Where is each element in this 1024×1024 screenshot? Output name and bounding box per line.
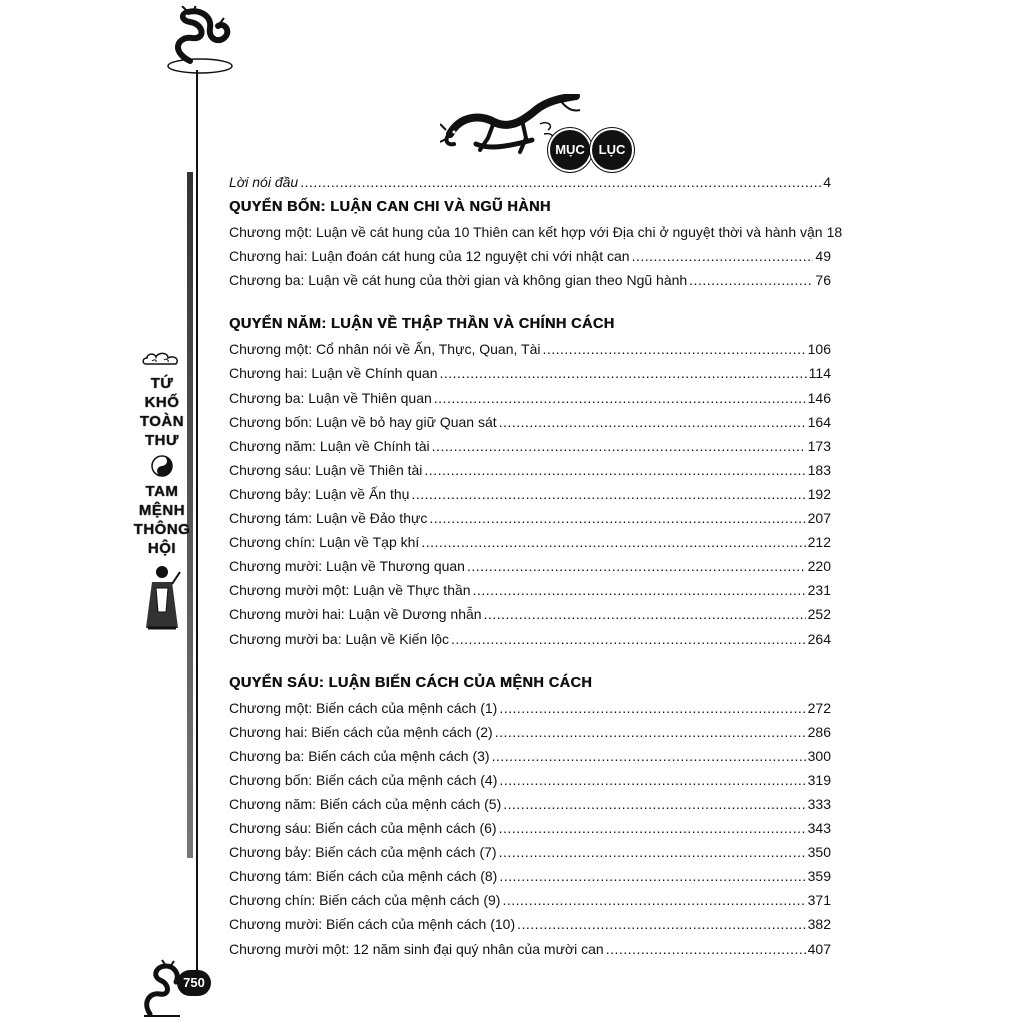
dot-leader [432,434,806,458]
side-word: KHỐ [144,394,180,411]
table-of-contents [229,170,843,961]
page-number: 750 [177,970,211,996]
toc-entry-title: Chương một: Luận về cát hung của 10 Thiên can kết hợp với Địa chi ở nguyệt thời và hành vận [229,224,823,241]
dot-leader [439,361,806,385]
heading-left-circle: MỤC [548,128,592,172]
toc-entry-page: 146 [807,389,831,406]
toc-entry[interactable] [229,720,831,744]
dot-leader [424,458,805,482]
toc-entry-title: Chương sáu: Biến cách của mệnh cách (6) [229,820,497,837]
dot-leader [499,696,805,720]
dot-leader [492,744,806,768]
side-word: MỆNH [138,502,186,519]
dot-leader [542,337,805,361]
side-word: THÔNG [133,521,191,538]
toc-entry-title: Chương bảy: Biến cách của mệnh cách (7) [229,844,497,861]
toc-entry-title: Chương sáu: Luận về Thiên tài [229,461,423,478]
toc-entry-page: 220 [807,558,831,575]
toc-entry[interactable] [229,554,831,578]
toc-entry-title: Chương một: Biến cách của mệnh cách (1) [229,699,498,716]
toc-entry-page: 207 [807,510,831,527]
toc-entry-title: Chương mười một: 12 năm sinh đại quý nhân của mười can [229,940,604,957]
dot-leader [429,506,805,530]
dot-leader [300,170,821,194]
toc-entry-page: 114 [808,365,831,382]
sage-figure-icon [142,562,182,634]
dot-leader [632,244,814,268]
heading-right-circle: LỤC [590,128,634,172]
yin-yang-icon [151,455,173,477]
dot-leader [451,627,806,651]
toc-entry[interactable] [229,244,831,268]
toc-entry[interactable] [229,220,843,244]
dot-leader [473,578,806,602]
toc-entry[interactable] [229,602,831,626]
side-word: THƯ [145,432,179,449]
toc-entry-page: 183 [807,461,831,478]
toc-entry-page: 173 [807,437,831,454]
toc-entry-title: Chương chín: Biến cách của mệnh cách (9) [229,892,501,909]
toc-entry[interactable] [229,530,831,554]
dot-leader [434,386,806,410]
toc-entry[interactable] [229,268,831,292]
toc-entry-title: Chương năm: Biến cách của mệnh cách (5) [229,795,502,812]
toc-entry[interactable] [229,912,831,936]
cloud-icon [142,352,182,368]
toc-entry-page: 319 [807,771,831,788]
toc-entry-page: 192 [807,485,831,502]
toc-entry[interactable] [229,506,831,530]
dot-leader [495,720,806,744]
toc-entry-title: Chương mười hai: Luận về Dương nhẫn [229,606,482,623]
toc-entry-title: Chương mười: Biến cách của mệnh cách (10) [229,916,516,933]
section-title-book6: QUYỂN SÁU: LUẬN BIẾN CÁCH CỦA MỆNH CÁCH [229,674,593,691]
toc-entry-title: Chương tám: Luận về Đảo thực [229,510,428,527]
toc-entry[interactable] [229,578,831,602]
section-title-book4: QUYỂN BỐN: LUẬN CAN CHI VÀ NGŨ HÀNH [229,199,551,216]
dot-leader [499,816,806,840]
side-word: TỨ [150,375,174,392]
dot-leader [411,482,805,506]
dot-leader [517,912,806,936]
toc-entry[interactable] [229,337,831,361]
margin-rule [196,70,198,975]
toc-entry-page: 264 [807,630,831,647]
toc-entry-page: 4 [823,174,831,190]
dot-leader [499,840,806,864]
toc-entry-page: 212 [807,534,831,551]
toc-entry[interactable] [229,816,831,840]
dot-leader [503,792,805,816]
dot-leader [499,410,806,434]
toc-entry[interactable] [229,792,831,816]
toc-entry-title: Chương ba: Luận về Thiên quan [229,389,432,406]
dragon-ornament-icon [160,6,240,76]
toc-entry-title: Lời nói đầu [229,174,299,190]
toc-entry[interactable] [229,696,831,720]
side-word: HỘI [147,540,177,557]
toc-entry-title: Chương bảy: Luận về Ấn thụ [229,485,410,502]
toc-entry-page: 272 [807,699,831,716]
section-title-book5: QUYỂN NĂM: LUẬN VỀ THẬP THẦN VÀ CHÍNH CÁCH [229,316,615,333]
toc-entry[interactable] [229,888,831,912]
toc-entry-title: Chương bốn: Luận về bỏ hay giữ Quan sát [229,413,497,430]
toc-entry[interactable] [229,458,831,482]
side-word: TOÀN [139,413,185,430]
toc-entry[interactable] [229,361,831,385]
toc-entry-title: Chương ba: Luận về cát hung của thời gian và không gian theo Ngũ hành [229,272,688,289]
toc-entry-title: Chương ba: Biến cách của mệnh cách (3) [229,747,490,764]
side-title [132,352,192,634]
toc-entry-page: 382 [807,916,831,933]
toc-entry[interactable] [229,937,831,961]
toc-entry-page: 18 [826,224,843,241]
toc-entry-title: Chương bốn: Biến cách của mệnh cách (4) [229,771,498,788]
toc-entry-title: Chương mười một: Luận về Thực thần [229,582,471,599]
toc-entry-page: 350 [807,844,831,861]
toc-entry-page: 49 [815,248,831,265]
toc-entry[interactable] [229,627,831,651]
toc-entry-title: Chương hai: Luận về Chính quan [229,365,438,382]
toc-entry-title: Chương chín: Luận về Tạp khí [229,534,420,551]
toc-entry-page: 286 [807,723,831,740]
toc-entry-page: 300 [807,747,831,764]
dot-leader [606,937,806,961]
toc-entry-title: Chương năm: Luận về Chính tài [229,437,430,454]
toc-entry-title: Chương mười: Luận về Thương quan [229,558,465,575]
dot-leader [689,268,813,292]
toc-entry[interactable] [229,744,831,768]
toc-entry-title: Chương một: Cổ nhân nói về Ấn, Thực, Quan, Tài [229,341,541,358]
toc-entry[interactable] [229,768,831,792]
toc-entry-title: Chương hai: Biến cách của mệnh cách (2) [229,723,493,740]
toc-entry[interactable] [229,386,831,410]
dot-leader [502,888,805,912]
toc-entry-page: 231 [807,582,831,599]
toc-entry[interactable] [229,410,831,434]
toc-entry-page: 343 [807,820,831,837]
toc-entry-page: 333 [807,795,831,812]
dot-leader [421,530,805,554]
toc-entry-page: 252 [807,606,831,623]
toc-entry-page: 164 [807,413,831,430]
toc-entry-page: 407 [807,940,831,957]
toc-entry[interactable] [229,840,831,864]
toc-entry[interactable] [229,482,831,506]
dot-leader [499,768,805,792]
toc-entry-page: 359 [807,868,831,885]
toc-entry[interactable] [229,434,831,458]
dot-leader [499,864,805,888]
toc-entry-title: Chương hai: Luận đoán cát hung của 12 nguyệt chi với nhật can [229,248,630,265]
toc-entry-page: 371 [807,892,831,909]
toc-entry-intro[interactable] [229,170,831,194]
dot-leader [484,602,806,626]
toc-entry-page: 106 [807,341,831,358]
toc-entry[interactable] [229,864,831,888]
dot-leader [467,554,806,578]
toc-entry-title: Chương mười ba: Luận về Kiến lộc [229,630,449,647]
side-word: TAM [145,483,179,500]
toc-entry-page: 76 [815,272,831,289]
toc-entry-title: Chương tám: Biến cách của mệnh cách (8) [229,868,498,885]
